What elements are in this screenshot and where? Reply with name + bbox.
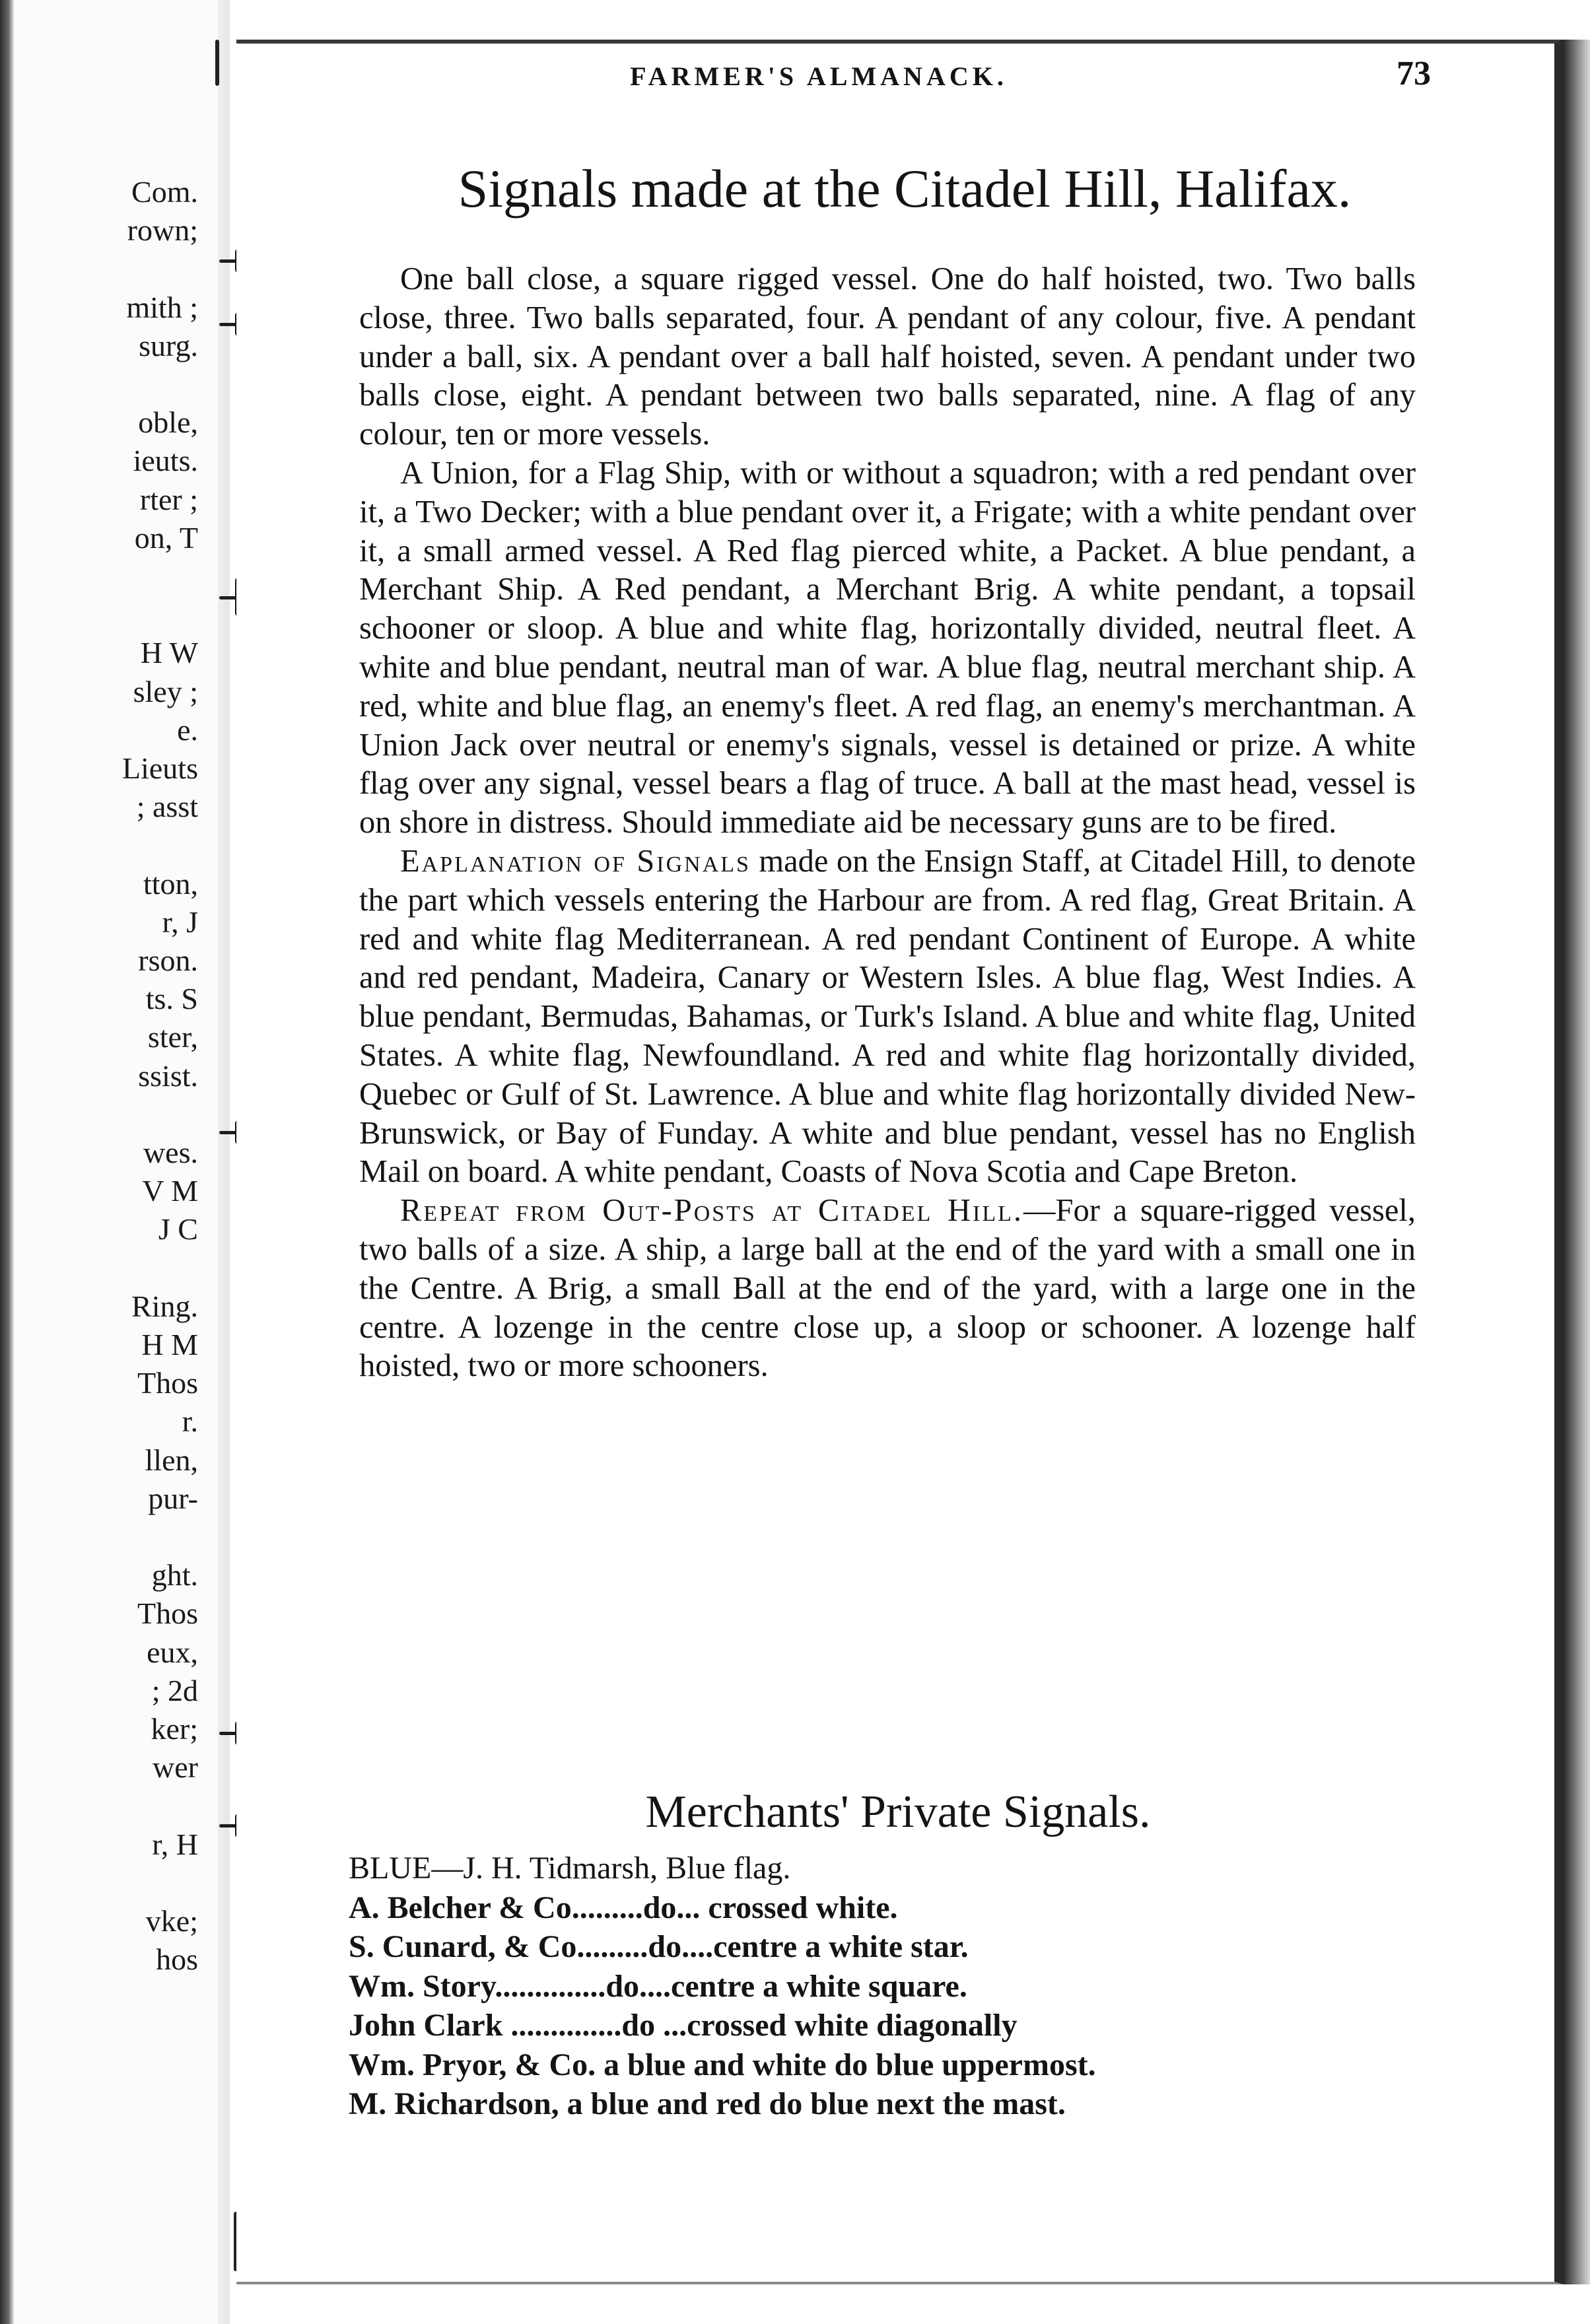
left-page-line: ssist.: [138, 1058, 198, 1093]
left-page-line: ; asst: [136, 790, 198, 824]
private-signal-row: Wm. Pryor, & Co. a blue and white do blue uppermost.: [349, 2047, 1096, 2082]
section-title-private-signals: Merchants' Private Signals.: [645, 1787, 1151, 1837]
page-title: Signals made at the Citadel Hill, Halifax.: [458, 158, 1352, 219]
left-page-line: rter ;: [139, 482, 198, 516]
left-page-line: rown;: [127, 213, 198, 248]
paragraph-text-repeat: —For a square-rigged vessel, two balls of a size. A ship, a large ball at the end of the yard with a small one in the Centre. A Brig, a small Ball at the end of the yard, with a large one in the centre. A lozenge in the centre close up, a sloop or schooner. A lozenge half hoisted, two or more schooners.: [359, 1193, 1416, 1384]
left-page-line: vke;: [145, 1904, 198, 1938]
left-page-line: llen,: [145, 1443, 198, 1477]
paragraph-flag-signals: A Union, for a Flag Ship, with or without a squadron; with a red pendant over it, a Two Decker; with a blue pendant over it, a Frigate; with a white pendant over it, a small armed vessel. A Red flag pierced white, a Packet. A blue pendant, a Merchant Ship. A Red pendant, a Merchant Brig. A white pendant, a topsail schooner or sloop. A blue and white flag, horizontally divided, neutral fleet. A white and blue pendant, neutral man of war. A blue flag, neutral merchant ship. A red, white and blue flag, an enemy's fleet. A red flag, an enemy's merchantman. A Union Jack over neutral or enemy's signals, vessel is detained or prize. A white flag over any signal, vessel bears a flag of truce. A ball at the mast head, vessel is on shore in distress. Should immediate aid be necessary guns are to be fired.: [359, 455, 1416, 840]
left-page-line: wer: [153, 1750, 198, 1785]
private-signal-row: Wm. Story..............do....centre a white square.: [349, 1968, 967, 2004]
private-signal-row: M. Richardson, a blue and red do blue next the mast.: [349, 2086, 1066, 2121]
left-page-line: mith ;: [126, 290, 198, 324]
left-page-line: rson.: [138, 943, 198, 977]
signals-body-text: [359, 260, 1416, 1386]
private-signal-row: A. Belcher & Co.........do... crossed white.: [349, 1890, 898, 1925]
left-page-line: Lieuts: [122, 751, 198, 785]
left-page-line: ; 2d: [151, 1673, 198, 1707]
paragraph-ball-signals: One ball close, a square rigged vessel. One do half hoisted, two. Two balls close, three. Two balls separated, four. A pendant of any colour, five. A pendant under a ball, six. A pendant over a ball half hoisted, seven. A pendant under two balls close, eight. A pendant between two balls separated, nine. A flag of any colour, ten or more vessels.: [359, 261, 1416, 452]
left-page-line: r, H: [152, 1827, 198, 1861]
left-page-line: J C: [158, 1212, 198, 1247]
binding-mark: [215, 40, 219, 86]
left-page-line: oble,: [138, 405, 198, 440]
left-page-line: r, J: [162, 905, 198, 939]
left-page-line: surg.: [139, 328, 198, 362]
left-page-line: H M: [141, 1328, 198, 1361]
left-page-line: ts. S: [145, 982, 198, 1016]
paragraph-out-posts: [359, 1192, 1416, 1386]
paragraph-lead-repeat: Repeat from Out-Posts at Citadel Hill.: [400, 1193, 1024, 1229]
left-page-line: H W: [140, 636, 198, 670]
left-page-line: tton,: [143, 866, 198, 901]
left-page-line: on, T: [134, 520, 198, 555]
left-page-line: pur-: [148, 1481, 198, 1515]
paragraph-text-explanation: made on the Ensign Staff, at Citadel Hill, to denote the part which vessels entering the Harbour are from. A red flag, Great Britain. A red and white flag Mediterranean. A red pendant Continent of Europe. A white and red pendant, Madeira, Canary or Western Isles. A blue flag, West Indies. A blue pendant, Bermudas, Bahamas, or Turk's Island. A blue and white flag, United States. A white flag, Newfoundland. A red and white flag horizontally divided, Quebec or Gulf of St. Lawrence. A blue and white flag horizontally divided New-Brunswick, or Bay of Funday. A white and blue pendant, vessel has no English Mail on board. A white pendant, Coasts of Nova Scotia and Cape Breton.: [359, 843, 1416, 1190]
left-page-line: Com.: [131, 175, 198, 209]
left-page-line: sley ;: [133, 674, 198, 708]
left-page-line: ieuts.: [133, 444, 198, 478]
left-page-line: eux,: [147, 1635, 198, 1669]
left-page-line: Ring.: [131, 1289, 198, 1323]
page-number: 73: [1397, 55, 1431, 92]
left-page-line: ght.: [151, 1558, 198, 1592]
left-page-line: Thos: [137, 1596, 198, 1631]
private-signals-list: [349, 1849, 1432, 2124]
private-signal-row: S. Cunard, & Co.........do....centre a white star.: [349, 1929, 969, 1964]
private-signal-row: BLUE—J. H. Tidmarsh, Blue flag.: [349, 1851, 791, 1886]
paragraph-lead-explanation: Eaplanation of Signals: [400, 843, 751, 879]
private-signal-row: John Clark ..............do ...crossed white diagonally: [349, 2008, 1018, 2043]
left-page-line: ker;: [151, 1712, 198, 1746]
paragraph-ensign-staff: [359, 842, 1416, 1192]
left-page-line: hos: [156, 1942, 198, 1977]
running-head: FARMER'S ALMANACK.: [630, 61, 1008, 91]
left-page-line: V M: [142, 1174, 198, 1208]
left-page-line: r.: [182, 1404, 198, 1439]
left-page-fragment: [0, 0, 230, 2324]
page-edge-shadow: [1564, 40, 1590, 2284]
left-page-line: wes.: [143, 1136, 198, 1169]
left-page-line: ster,: [147, 1020, 198, 1054]
left-page-line: e.: [177, 712, 198, 747]
left-page-line: Thos: [137, 1366, 198, 1400]
